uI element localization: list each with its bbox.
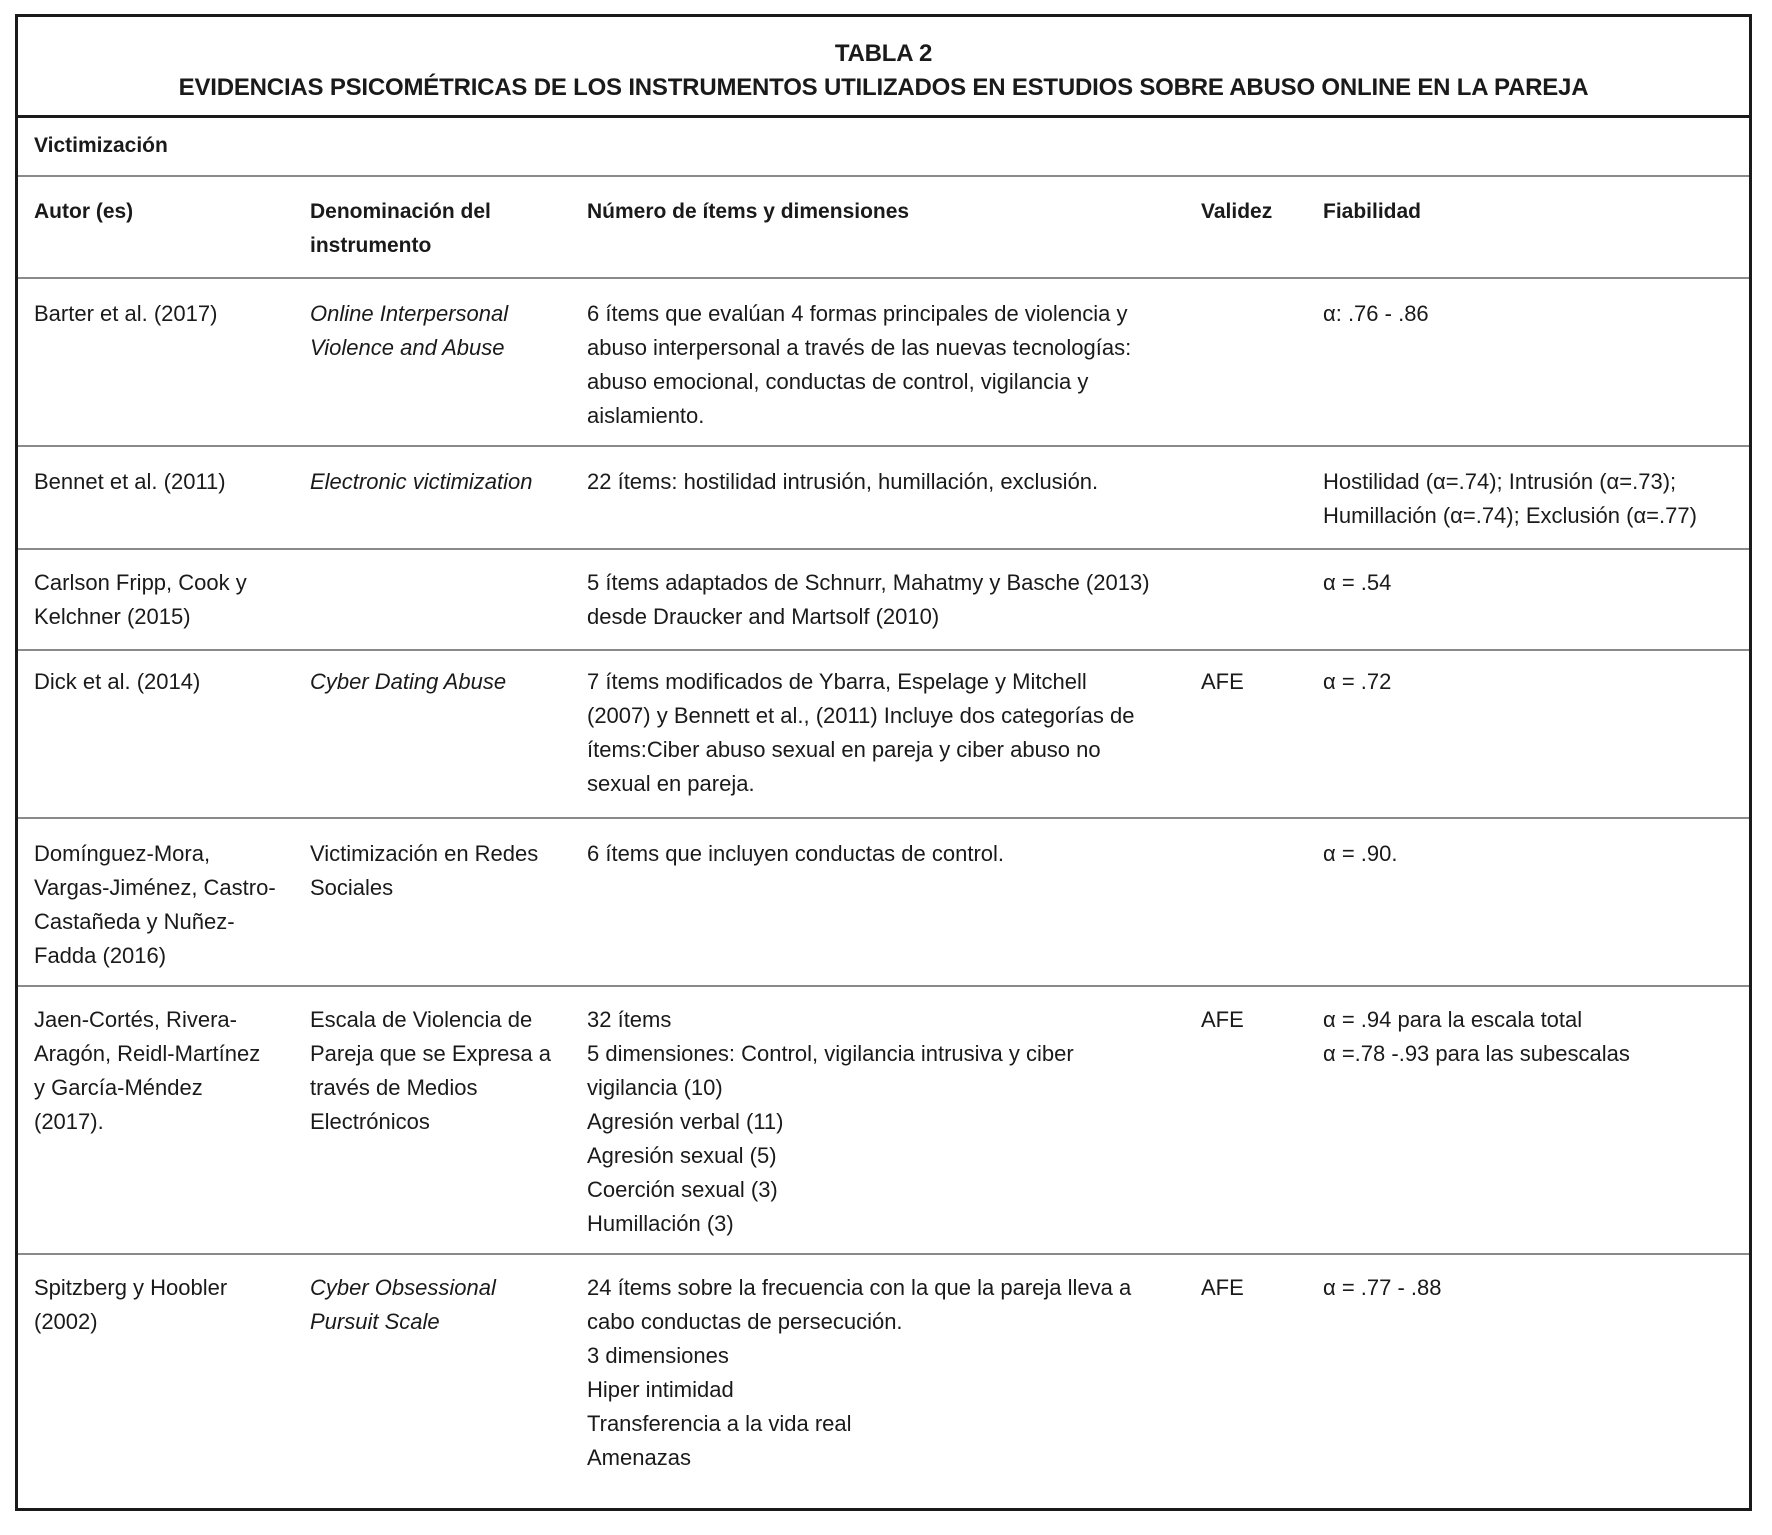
table-caption	[18, 17, 1749, 118]
cell-instrumento	[295, 566, 575, 649]
table-row	[18, 651, 1749, 819]
cell-items: 32 ítems 5 dimensiones: Control, vigilancia intrusiva y ciber vigilancia (10) Agresión verbal (11) Agresión sexual (5) Coerción sexual (3) Humillación (3)	[587, 1007, 1074, 1236]
cell-fiabilidad: α = .77 - .88	[1323, 1275, 1442, 1300]
cell-validez	[1189, 465, 1311, 548]
cell-fiabilidad: α: .76 - .86	[1323, 301, 1429, 326]
cell-autor: Jaen-Cortés, Rivera- Aragón, Reidl-Martínez y García-Méndez (2017).	[34, 1007, 261, 1134]
cell-instrumento: Cyber Dating Abuse	[310, 669, 507, 694]
header-fiabilidad: Fiabilidad	[1323, 200, 1422, 223]
table-row	[18, 987, 1749, 1255]
table-row	[18, 550, 1749, 651]
cell-validez: AFE	[1201, 1275, 1244, 1300]
cell-validez	[1189, 297, 1311, 445]
cell-items: 5 ítems adaptados de Schnurr, Mahatmy y Basche (2013) desde Draucker and Martsolf (2010)	[587, 570, 1150, 629]
cell-validez: AFE	[1201, 1007, 1244, 1032]
cell-instrumento: Electronic victimization	[310, 469, 533, 494]
cell-autor: Dick et al. (2014)	[34, 669, 201, 694]
cell-autor: Bennet et al. (2011)	[34, 469, 226, 494]
cell-autor: Carlson Fripp, Cook y Kelchner (2015)	[34, 570, 247, 629]
cell-fiabilidad: α = .54	[1323, 570, 1392, 595]
table-row	[18, 279, 1749, 447]
cell-autor: Domínguez-Mora, Vargas-Jiménez, Castro- Castañeda y Nuñez- Fadda (2016)	[34, 841, 276, 968]
cell-fiabilidad: Hostilidad (α=.74); Intrusión (α=.73); Humillación (α=.74); Exclusión (α=.77)	[1323, 469, 1697, 528]
cell-instrumento: Victimización en Redes Sociales	[310, 841, 539, 900]
table-row	[18, 447, 1749, 550]
cell-items: 22 ítems: hostilidad intrusión, humillación, exclusión.	[587, 469, 1099, 494]
header-autor: Autor (es)	[34, 200, 134, 223]
table-title: EVIDENCIAS PSICOMÉTRICAS DE LOS INSTRUMENTOS UTILIZADOS EN ESTUDIOS SOBRE ABUSO ONLINE EN LA PAREJA	[178, 74, 1589, 101]
section-heading: Victimización	[18, 118, 1749, 177]
header-items: Número de ítems y dimensiones	[587, 200, 910, 223]
cell-validez: AFE	[1201, 669, 1244, 694]
table-row	[18, 1255, 1749, 1485]
table-frame	[15, 14, 1752, 1511]
cell-items: 6 ítems que incluyen conductas de control.	[587, 841, 1005, 866]
cell-validez	[1189, 566, 1311, 649]
cell-fiabilidad: α = .94 para la escala total α =.78 -.93 para las subescalas	[1323, 1007, 1630, 1066]
table-body	[18, 279, 1749, 1485]
cell-autor: Spitzberg y Hoobler (2002)	[34, 1275, 228, 1334]
cell-instrumento: Cyber Obsessional Pursuit Scale	[310, 1275, 496, 1334]
header-denominacion: Denominación del instrumento	[310, 200, 491, 257]
cell-autor: Barter et al. (2017)	[34, 301, 218, 326]
table-header-row	[18, 177, 1749, 279]
header-validez: Validez	[1201, 200, 1273, 223]
cell-items: 7 ítems modificados de Ybarra, Espelage y Mitchell (2007) y Bennett et al., (2011) Incluye dos categorías de ítems:Ciber abuso sexual en pareja y ciber abuso no sexual en pareja.	[587, 669, 1135, 796]
cell-instrumento: Online Interpersonal Violence and Abuse	[310, 301, 509, 360]
cell-fiabilidad: α = .72	[1323, 669, 1392, 694]
cell-instrumento: Escala de Violencia de Pareja que se Expresa a través de Medios Electrónicos	[310, 1007, 551, 1134]
table-row	[18, 819, 1749, 987]
cell-items: 6 ítems que evalúan 4 formas principales de violencia y abuso interpersonal a través de las nuevas tecnologías: abuso emocional, conductas de control, vigilancia y aislamiento.	[587, 301, 1132, 428]
cell-fiabilidad: α = .90.	[1323, 841, 1398, 866]
cell-items: 24 ítems sobre la frecuencia con la que la pareja lleva a cabo conductas de persecución. 3 dimensiones Hiper intimidad Transferencia a la vida real Amenazas	[587, 1275, 1132, 1470]
table-number: TABLA 2	[834, 40, 933, 67]
cell-validez	[1189, 837, 1311, 985]
